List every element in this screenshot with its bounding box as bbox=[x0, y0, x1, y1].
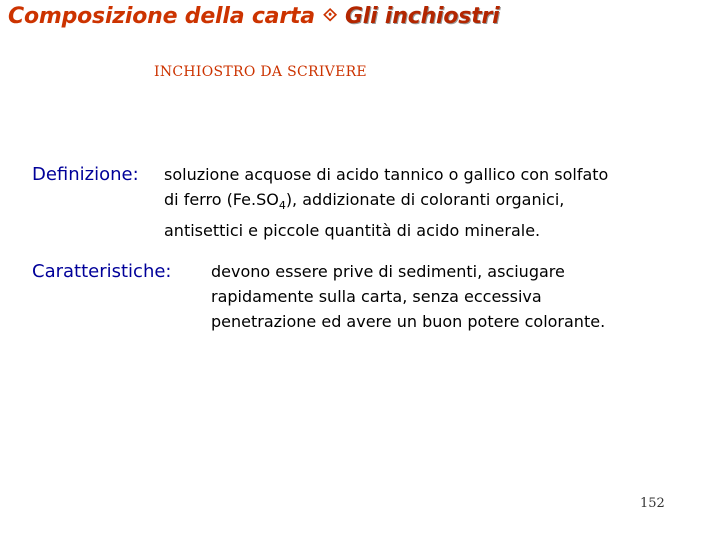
characteristics-line-1: devono essere prive di sedimenti, asciugare bbox=[211, 262, 565, 281]
definition-label: Definizione: bbox=[32, 164, 139, 185]
characteristics-line-2: rapidamente sulla carta, senza eccessiva bbox=[211, 287, 542, 306]
definition-line-2-pre: di ferro (Fe.SO bbox=[164, 190, 279, 209]
definition-line-3: antisettici e piccole quantità di acido minerale. bbox=[164, 221, 541, 241]
definition-line-2-sub: 4 bbox=[278, 199, 286, 213]
characteristics-text bbox=[211, 259, 711, 334]
slide-title bbox=[8, 4, 500, 29]
characteristics-label: Caratteristiche: bbox=[32, 261, 172, 282]
definition-text bbox=[164, 162, 704, 243]
page-number: 152 bbox=[640, 496, 665, 511]
title-part-1: Composizione della carta bbox=[8, 4, 315, 29]
definition-line-2 bbox=[164, 187, 704, 218]
definition-line-2-post: ), addizionate di coloranti organici, bbox=[285, 190, 565, 209]
characteristics-line-3: penetrazione ed avere un buon potere colorante. bbox=[211, 312, 606, 331]
title-part-2: Gli inchiostri bbox=[344, 4, 500, 29]
diamond-icon: ⟐ bbox=[322, 5, 337, 26]
definition-line-1: soluzione acquose di acido tannico o gallico con solfato bbox=[164, 165, 609, 184]
slide-subtitle: INCHIOSTRO DA SCRIVERE bbox=[154, 64, 367, 80]
